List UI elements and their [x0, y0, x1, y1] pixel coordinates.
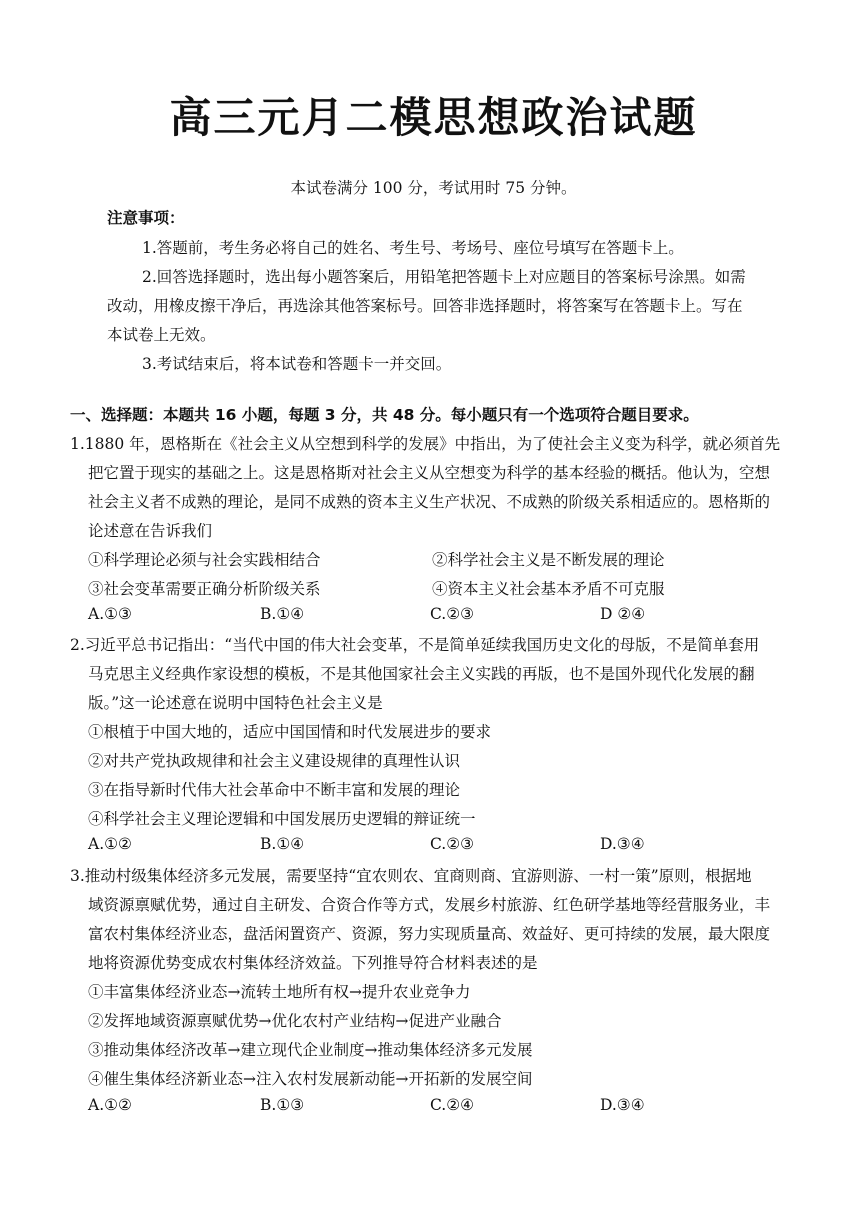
question-1-stem: 把它置于现实的基础之上。这是恩格斯对社会主义从空想变为科学的基本经验的概括。他认为，空想	[88, 464, 771, 482]
question-3-option-d[interactable]: D.③④	[600, 1096, 645, 1114]
notice-item: 1.答题前，考生务必将自己的姓名、考生号、考场号、座位号填写在答题卡上。	[142, 239, 684, 257]
question-3-option-b[interactable]: B.①③	[260, 1096, 305, 1114]
section-heading: 一、选择题：本题共 16 小题，每题 3 分，共 48 分。每小题只有一个选项符合题目要求。	[70, 406, 699, 424]
notice-item: 改动，用橡皮擦干净后，再选涂其他答案标号。回答非选择题时，将答案写在答题卡上。写在	[107, 297, 743, 315]
question-2-stem: 马克思主义经典作家设想的模板，不是其他国家社会主义实践的再版，也不是国外现代化发展的翻	[88, 665, 755, 683]
question-3-stem: 富农村集体经济业态，盘活闲置资产、资源，努力实现质量高、效益好、更可持续的发展，最大限度	[88, 925, 771, 943]
question-2-statement-2: ②对共产党执政规律和社会主义建设规律的真理性认识	[88, 752, 461, 770]
question-2-option-c[interactable]: C.②③	[430, 835, 475, 853]
question-2-stem: 2.习近平总书记指出：“当代中国的伟大社会变革，不是简单延续我国历史文化的母版，不是简单套用	[70, 636, 760, 654]
question-2-statement-3: ③在指导新时代伟大社会革命中不断丰富和发展的理论	[88, 781, 461, 799]
question-3-stem: 域资源禀赋优势，通过自主研发、合资合作等方式，发展乡村旅游、红色研学基地等经营服务业，丰	[88, 896, 771, 914]
question-2-option-d[interactable]: D.③④	[600, 835, 645, 853]
question-3-option-c[interactable]: C.②④	[430, 1096, 475, 1114]
question-3-statement-2: ②发挥地域资源禀赋优势→优化农村产业结构→促进产业融合	[88, 1012, 502, 1030]
page-title: 高三元月二模思想政治试题	[169, 93, 698, 142]
notice-item: 本试卷上无效。	[107, 326, 216, 344]
question-2-option-b[interactable]: B.①④	[260, 835, 305, 853]
notice-item: 2.回答选择题时，选出每小题答案后，用铅笔把答题卡上对应题目的答案标号涂黑。如需	[142, 268, 746, 286]
question-1-stem: 论述意在告诉我们	[88, 522, 213, 540]
question-1-stem: 1.1880 年，恩格斯在《社会主义从空想到科学的发展》中指出，为了使社会主义变为科学，就必须首先	[70, 435, 781, 453]
question-1-option-a[interactable]: A.①③	[88, 605, 132, 623]
question-2-option-a[interactable]: A.①②	[88, 835, 132, 853]
question-1-option-b[interactable]: B.①④	[260, 605, 305, 623]
notice-item: 3.考试结束后，将本试卷和答题卡一并交回。	[142, 355, 452, 373]
question-3-option-a[interactable]: A.①②	[88, 1096, 132, 1114]
question-3-stem: 地将资源优势变成农村集体经济效益。下列推导符合材料表述的是	[88, 954, 538, 972]
question-1-option-c[interactable]: C.②③	[430, 605, 475, 623]
exam-intro: 本试卷满分 100 分，考试用时 75 分钟。	[290, 179, 577, 197]
question-3-statement-1: ①丰富集体经济业态→流转土地所有权→提升农业竞争力	[88, 983, 471, 1001]
question-3-stem: 3.推动村级集体经济多元发展，需要坚持“宜农则农、宜商则商、宜游则游、一村一策”原则，根据地	[70, 867, 752, 885]
question-1-statement-3: ③社会变革需要正确分析阶级关系	[88, 580, 321, 598]
notice-heading: 注意事项：	[107, 209, 185, 227]
question-1-statement-1: ①科学理论必须与社会实践相结合	[88, 551, 321, 569]
question-2-stem: 版。”这一论述意在说明中国特色社会主义是	[88, 694, 383, 712]
question-2-statement-4: ④科学社会主义理论逻辑和中国发展历史逻辑的辩证统一	[88, 810, 476, 828]
question-3-statement-4: ④催生集体经济新业态→注入农村发展新动能→开拓新的发展空间	[88, 1070, 533, 1088]
question-1-option-d[interactable]: D ②④	[600, 605, 646, 623]
question-1-statement-2: ②科学社会主义是不断发展的理论	[432, 551, 665, 569]
question-1-stem: 社会主义者不成熟的理论，是同不成熟的资本主义生产状况、不成熟的阶级关系相适应的。恩格斯的	[88, 493, 771, 511]
question-1-statement-4: ④资本主义社会基本矛盾不可克服	[432, 580, 665, 598]
question-3-statement-3: ③推动集体经济改革→建立现代企业制度→推动集体经济多元发展	[88, 1041, 533, 1059]
question-2-statement-1: ①根植于中国大地的，适应中国国情和时代发展进步的要求	[88, 723, 492, 741]
